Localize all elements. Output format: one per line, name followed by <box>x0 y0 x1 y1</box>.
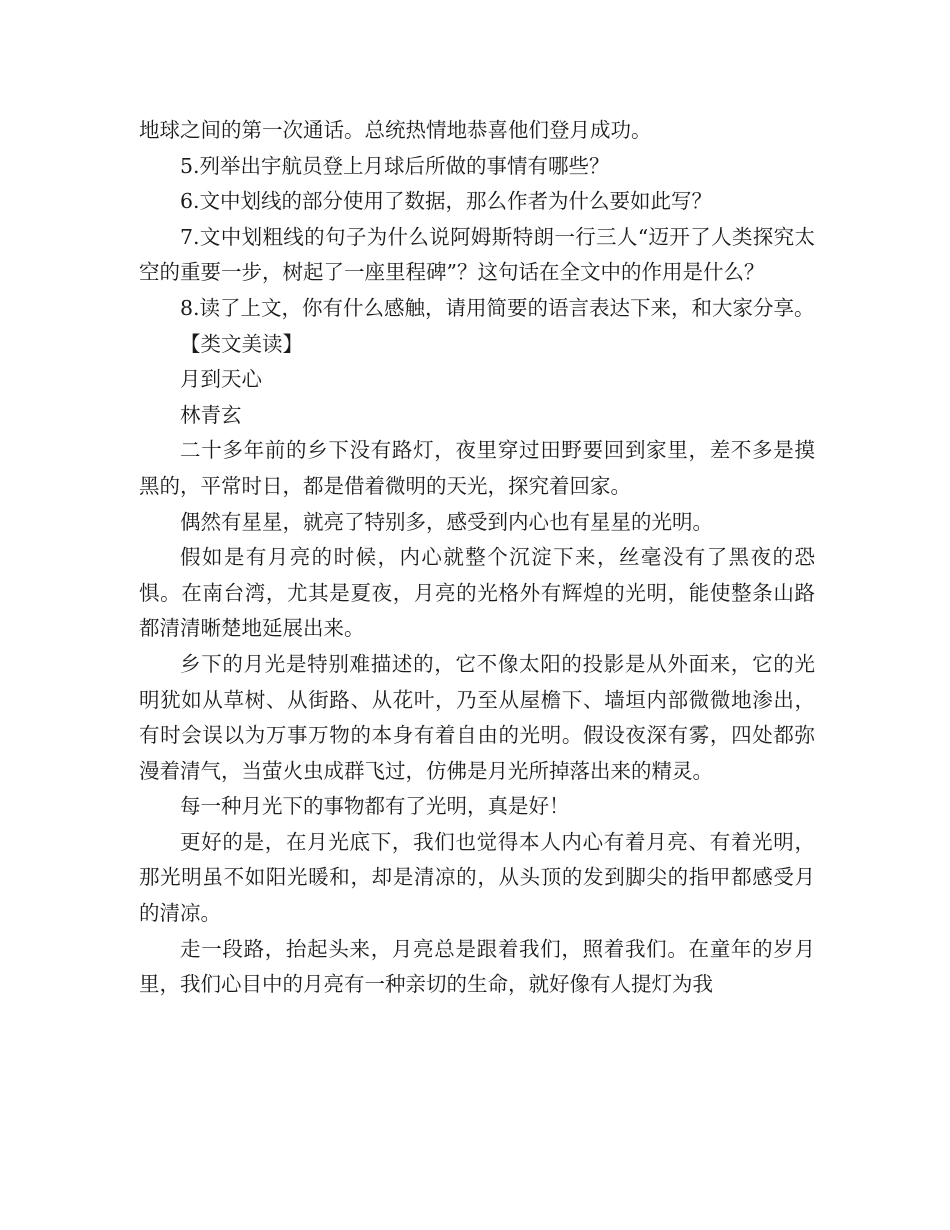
document-page <box>139 113 815 1003</box>
article-author: 林青玄 <box>180 402 242 427</box>
body-paragraph: 走一段路，抬起头来，月亮总是跟着我们，照着我们。在童年的岁月里，我们心目中的月亮有一种亲切的生命，就好像有人提灯为我 <box>139 936 815 997</box>
body-paragraph: 乡下的月光是特别难描述的，它不像太阳的投影是从外面来，它的光明犹如从草树、从街路、从花叶，乃至从屋檐下、墙垣内部微微地渗出，有时会误以为万事万物的本身有着自由的光明。假设夜深有雾，四处都弥漫着清气，当萤火虫成群飞过，仿佛是月光所掉落出来的精灵。 <box>139 651 815 783</box>
article-title: 月到天心 <box>180 367 262 392</box>
body-paragraph: 偶然有星星，就亮了特别多，感受到内心也有星星的光明。 <box>180 509 713 534</box>
question-8: 8.读了上文，你有什么感触，请用简要的语言表达下来，和大家分享。 <box>180 295 815 320</box>
question-7: 7.文中划粗线的句子为什么说阿姆斯特朗一行三人“迈开了人类探究太空的重要一步，树起了一座里程碑”？这句话在全文中的作用是什么？ <box>139 224 815 285</box>
question-6: 6.文中划线的部分使用了数据，那么作者为什么要如此写？ <box>180 189 713 214</box>
question-5: 5.列举出宇航员登上月球后所做的事情有哪些？ <box>180 153 610 178</box>
section-heading: 【类文美读】 <box>180 331 303 356</box>
body-paragraph: 更好的是，在月光底下，我们也觉得本人内心有着月亮、有着光明，那光明虽不如阳光暖和，却是清凉的，从头顶的发到脚尖的指甲都感受月的清凉。 <box>139 829 815 926</box>
body-paragraph: 二十多年前的乡下没有路灯，夜里穿过田野要回到家里，差不多是摸黑的，平常时日，都是借着微明的天光，探究着回家。 <box>139 438 815 498</box>
body-paragraph: 假如是有月亮的时候，内心就整个沉淀下来，丝毫没有了黑夜的恐惧。在南台湾，尤其是夏夜，月亮的光格外有辉煌的光明，能使整条山路都清清晰楚地延展出来。 <box>139 545 815 641</box>
paragraph-continuation: 地球之间的第一次通话。总统热情地恭喜他们登月成功。 <box>139 118 652 142</box>
body-paragraph: 每一种月光下的事物都有了光明，真是好！ <box>180 794 570 819</box>
